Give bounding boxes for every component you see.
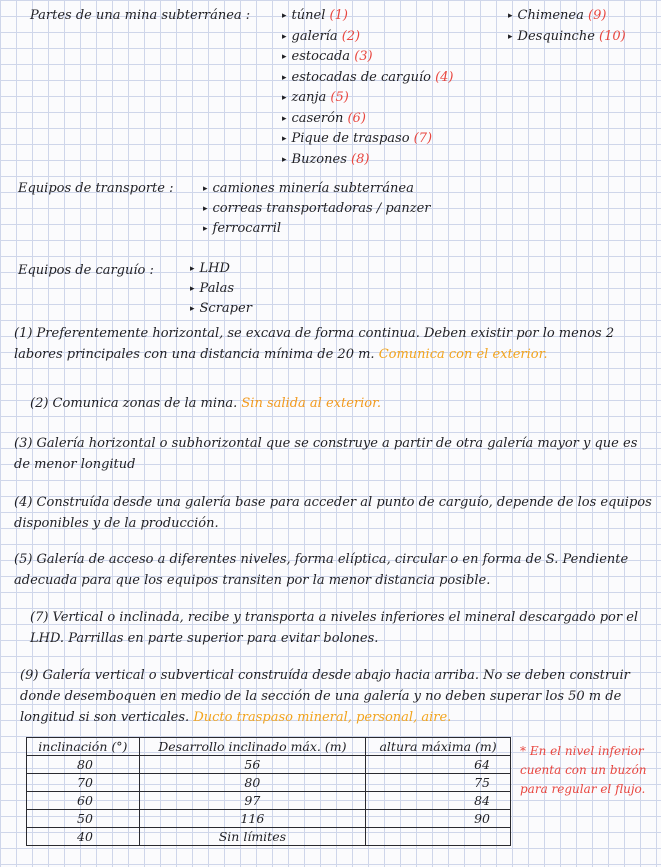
transporte-label: ferrocarril <box>212 221 282 236</box>
definition-text: Preferentemente horizontal, se excava de forma continua. Deben existir por lo menos 2 labores principales con una distancia mínima de 20 m. <box>14 326 615 362</box>
table-row <box>27 828 511 846</box>
table-cell: 70 <box>27 774 140 792</box>
table-cell: 97 <box>139 792 365 810</box>
definition-note: Sin salida al exterior. <box>241 396 382 411</box>
transporte-item <box>203 221 281 238</box>
table-row <box>27 792 511 810</box>
mina-part-item <box>282 70 453 87</box>
mina-part-item <box>282 49 373 66</box>
mina-part-item <box>282 90 349 107</box>
carguio-label: LHD <box>199 261 230 276</box>
table-cell: 90 <box>366 810 511 828</box>
definition-item <box>14 323 653 365</box>
definition-note: Comunica con el exterior. <box>378 347 548 362</box>
definition-item <box>14 433 653 475</box>
carguio-label: Palas <box>199 281 235 296</box>
mina-part-label: Pique de traspaso <box>291 131 410 146</box>
definition-text: Comunica zonas de la mina. <box>52 396 242 411</box>
definition-text: Construída desde una galería base para acceder al punto de carguío, depende de los equipos disponibles y de la producción. <box>14 495 652 531</box>
carguio-item <box>190 281 234 298</box>
header-inclinacion: inclinación (°) <box>27 738 140 756</box>
table-header-row <box>27 738 511 756</box>
definition-text: Galería horizontal o subhorizontal que se construye a partir de otra galería mayor y que es de menor longitud <box>14 436 638 472</box>
definition-item <box>30 607 653 649</box>
table-cell: 40 <box>27 828 140 846</box>
definition-number: (1) <box>14 326 37 341</box>
minas-title: Partes de una mina subterránea : <box>30 8 251 23</box>
table-row <box>27 756 511 774</box>
mina-part-label: Chimenea <box>517 8 584 23</box>
table-cell: 80 <box>139 774 365 792</box>
mina-part-label: galería <box>291 28 338 44</box>
mina-part-number: (6) <box>343 110 366 126</box>
definition-number: (5) <box>14 552 37 567</box>
carguio-item <box>190 261 230 278</box>
table-cell: 56 <box>139 756 365 774</box>
mina-part-number: (7) <box>409 131 433 146</box>
definition-item <box>14 492 653 534</box>
definition-item <box>30 393 653 414</box>
transporte-title: Equipos de transporte : <box>18 181 174 196</box>
table-row <box>27 810 511 828</box>
mina-part-label: Buzones <box>291 151 347 167</box>
mina-part-number: (3) <box>350 49 373 64</box>
mina-part-number: (9) <box>583 8 607 23</box>
mina-part-item <box>282 29 360 46</box>
transporte-label: camiones minería subterránea <box>212 181 414 196</box>
definition-number: (9) <box>20 668 43 683</box>
table-cell <box>366 828 511 846</box>
table-cell: 60 <box>27 792 140 810</box>
transporte-item <box>203 201 431 218</box>
definition-number: (3) <box>14 436 37 451</box>
mina-part-item <box>282 111 366 128</box>
header-altura: altura máxima (m) <box>366 738 511 756</box>
mina-part-number: (2) <box>337 28 361 44</box>
mina-part-label: Desquinche <box>517 28 595 44</box>
definition-number: (7) <box>30 610 53 625</box>
chimenea-table <box>26 737 511 846</box>
table-cell: 80 <box>27 756 140 774</box>
mina-part-number: (4) <box>430 69 454 85</box>
table-cell: 64 <box>366 756 511 774</box>
definition-note: Ducto traspaso mineral, personal, aire. <box>193 710 452 725</box>
table-cell: 75 <box>366 774 511 792</box>
mina-part-item <box>282 152 369 169</box>
mina-part-item <box>508 8 606 25</box>
mina-part-label: zanja <box>291 90 327 105</box>
table-cell: Sin límites <box>139 828 365 846</box>
mina-part-number: (8) <box>346 151 370 167</box>
definition-number: (2) <box>30 396 53 411</box>
definition-text: Galería de acceso a diferentes niveles, forma elíptica, circular o en forma de S. Pendiente adecuada para que los equipos transiten por la menor distancia posible. <box>14 552 629 588</box>
mina-part-label: túnel <box>291 8 326 23</box>
mina-part-number: (10) <box>594 28 626 44</box>
mina-part-item <box>282 131 432 148</box>
mina-part-item <box>508 29 626 46</box>
table-cell: 50 <box>27 810 140 828</box>
table-cell: 116 <box>139 810 365 828</box>
mina-part-number: (1) <box>325 8 348 23</box>
mina-part-label: estocadas de carguío <box>291 69 431 85</box>
definition-number: (4) <box>14 495 37 510</box>
definition-text: Galería vertical o subvertical construída desde abajo hacia arriba. No se deben construir donde desemboquen en medio de la sección de una galería y no deben superar los 50 m de longitud si son verticales. <box>20 668 630 725</box>
header-desarrollo: Desarrollo inclinado máx. (m) <box>139 738 365 756</box>
carguio-title: Equipos de carguío : <box>18 263 154 278</box>
transporte-label: correas transportadoras / panzer <box>212 201 431 216</box>
transporte-item <box>203 181 414 198</box>
table-row <box>27 774 511 792</box>
definition-item <box>14 549 653 591</box>
mina-part-label: estocada <box>291 49 351 64</box>
carguio-label: Scraper <box>199 301 252 316</box>
mina-part-number: (5) <box>326 90 349 105</box>
table-cell: 84 <box>366 792 511 810</box>
mina-part-label: caserón <box>291 110 344 126</box>
definition-item <box>20 665 653 728</box>
carguio-item <box>190 301 252 318</box>
side-note: * En el nivel inferior cuenta con un buzón para regular el flujo. <box>520 744 647 796</box>
definition-text: Vertical o inclinada, recibe y transporta a niveles inferiores el mineral descargado por el LHD. Parrillas en parte superior para evitar bolones. <box>30 610 639 646</box>
mina-part-item <box>282 8 348 25</box>
